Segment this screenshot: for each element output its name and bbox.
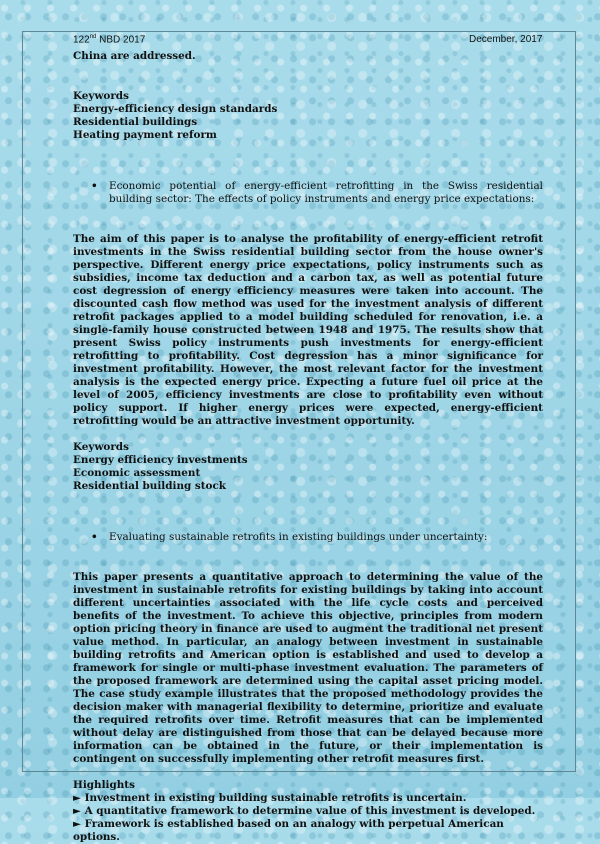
keyword: Heating payment reform — [73, 129, 217, 141]
highlights-title: Highlights — [73, 779, 135, 791]
keyword: Residential building stock — [73, 480, 226, 492]
keywords-title: Keywords — [73, 90, 129, 102]
paper-title-3: • Evaluating sustainable retrofits in existing buildings under uncertainty: — [91, 531, 488, 543]
keyword: Residential buildings — [73, 116, 198, 128]
keyword: Energy-efficiency design standards — [73, 103, 278, 115]
keywords-1 — [73, 90, 543, 142]
header-conference: 122nd NBD 2017 — [73, 34, 146, 46]
keywords-2 — [73, 441, 543, 493]
abstract-3: This paper presents a quantitative approach to determining the value of the investment in sustainable retrofits for existing buildings by taking into account different uncertainties associated with the life cycle costs and perceived benefits of the investment. To achieve this objective, principles from modern option pricing theory in finance are used to augment the traditional net present value method. In particular, an analogy between investment in sustainable building retrofits and American option is established and used to develop a framework for single or multi-phase investment evaluation. The parameters of the proposed framework are determined using the capital asset pricing model. The case study example illustrates that the proposed methodology provides the decision maker with managerial flexibility to determine, prioritize and evaluate the required retrofits over time. Retrofit measures that can be implemented without delay are distinguished from those that can be delayed because more information can be obtained in the future, or their implementation is contingent on successfully implementing other retrofit measures first. — [73, 571, 543, 765]
paper-title-2: • Economic potential of energy-efficient retrofitting in the Swiss residential building sector: The effects of policy instruments and energy price expectations: — [91, 180, 543, 205]
keyword: Energy efficiency investments — [73, 454, 248, 466]
keyword: Economic assessment — [73, 467, 201, 479]
highlight: ► A quantitative framework to determine value of this investment is developed. — [73, 805, 536, 817]
header-date: December, 2017 — [469, 34, 543, 45]
keywords-title: Keywords — [73, 441, 129, 453]
intro-tail: China are addressed. — [73, 50, 196, 62]
highlight: ► Framework is established based on an analogy with perpetual American options. — [73, 818, 504, 843]
highlights — [73, 779, 543, 844]
abstract-2: The aim of this paper is to analyse the profitability of energy-efficient retrofit investments in the Swiss residential building sector from the house owner's perspective. Different energy price expectations, policy instruments such as subsidies, income tax deduction and a carbon tax, as well as potential future cost degression of energy efficiency measures were taken into account. The discounted cash flow method was used for the investment analysis of different retrofit packages applied to a model building scheduled for renovation, i.e. a single-family house constructed between 1948 and 1975. The results show that present Swiss policy instruments push investments for energy-efficient retrofitting to profitability. Cost degression has a minor significance for investment profitability. However, the most relevant factor for the investment analysis is the expected energy price. Expecting a future fuel oil price at the level of 2005, efficiency investments are close to profitability even without policy support. If higher energy prices were expected, energy-efficient retrofitting would be an attractive investment opportunity. — [73, 233, 543, 427]
highlight: ► Investment in existing building sustainable retrofits is uncertain. — [73, 792, 467, 804]
bullet-icon: • — [91, 531, 98, 543]
bullet-icon: • — [91, 180, 98, 192]
page-content — [73, 50, 543, 844]
